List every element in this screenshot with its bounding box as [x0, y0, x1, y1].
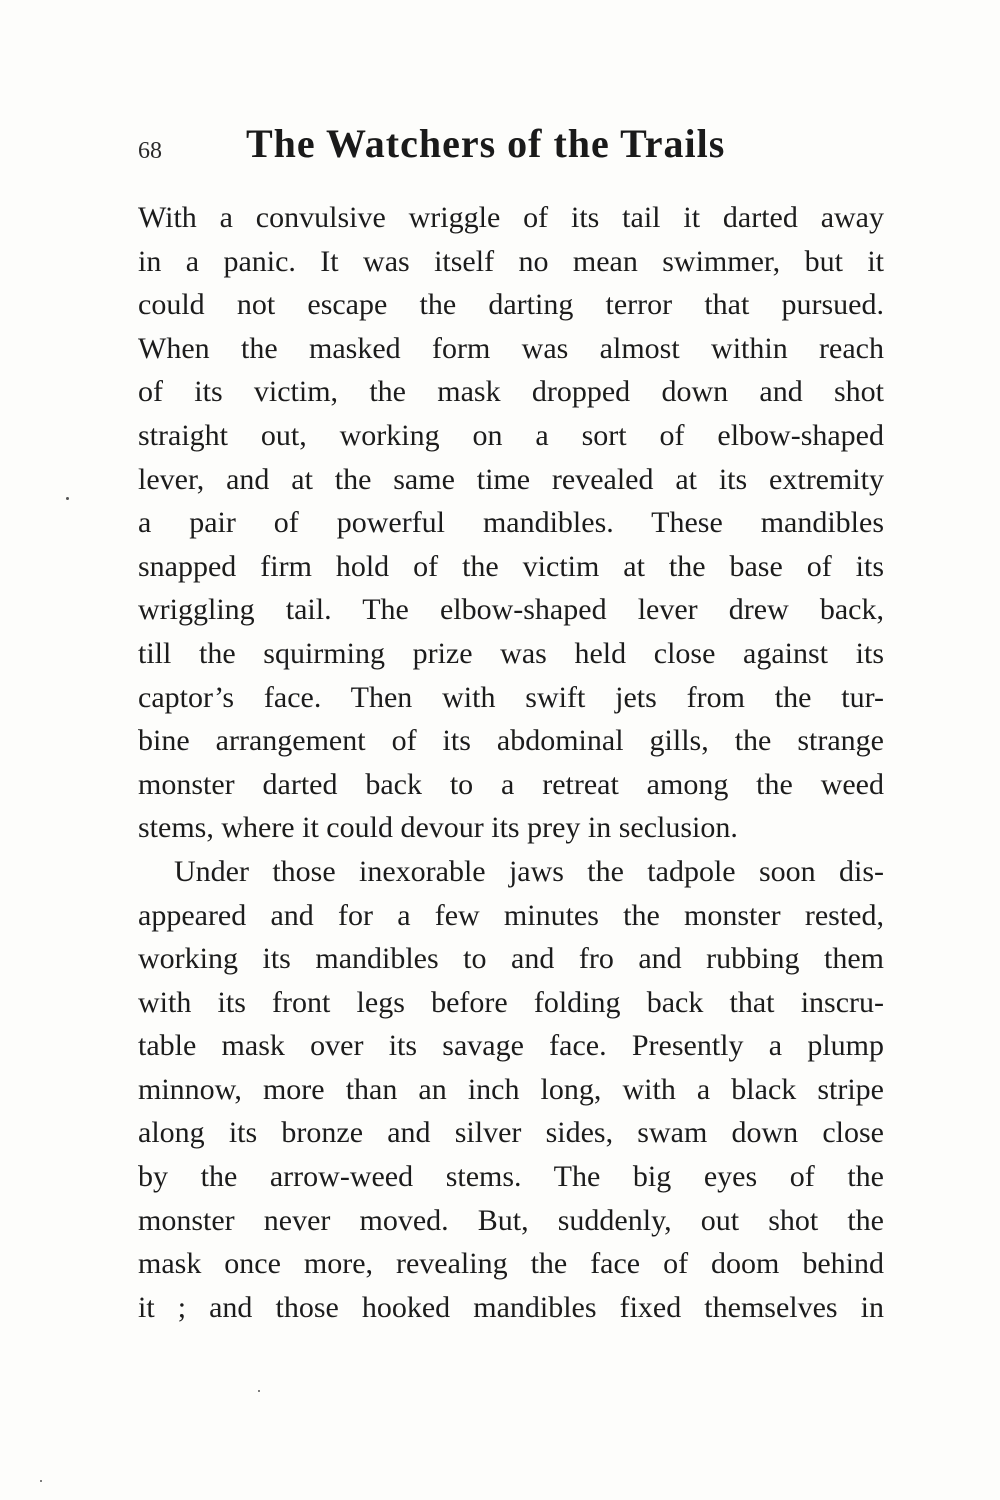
text-line: till the squirming prize was held close against its	[138, 636, 884, 670]
text-line: monster never moved. But, suddenly, out shot the	[138, 1203, 884, 1237]
text-line: Under those inexorable jaws the tadpole soon dis-	[174, 854, 884, 888]
text-line: table mask over its savage face. Presently a plump	[138, 1029, 884, 1063]
text-line: straight out, working on a sort of elbow-shaped	[138, 418, 884, 452]
text-line: it ; and those hooked mandibles fixed themselves in	[138, 1290, 884, 1324]
text-line: of its victim, the mask dropped down and shot	[138, 375, 884, 409]
paper-speck	[40, 1480, 42, 1482]
text-line: in a panic. It was itself no mean swimmer, but it	[138, 244, 884, 278]
text-line: could not escape the darting terror that pursued.	[138, 288, 884, 322]
body-text	[138, 196, 884, 1329]
text-line: lever, and at the same time revealed at its extremity	[138, 462, 884, 496]
text-line: monster darted back to a retreat among the weed	[138, 767, 884, 801]
text-line: working its mandibles to and fro and rubbing them	[138, 942, 884, 976]
running-title: The Watchers of the Trails	[246, 121, 726, 166]
text-line: a pair of powerful mandibles. These mandibles	[138, 506, 884, 540]
text-line: appeared and for a few minutes the monster rested,	[138, 898, 884, 932]
page-number: 68	[138, 138, 162, 164]
text-line: wriggling tail. The elbow-shaped lever drew back,	[138, 593, 884, 627]
text-line: captor’s face. Then with swift jets from the tur-	[138, 680, 884, 714]
text-line: bine arrangement of its abdominal gills, the strange	[138, 724, 884, 758]
running-head	[138, 120, 884, 170]
paper-speck	[258, 1390, 260, 1392]
text-line: With a convulsive wriggle of its tail it darted away	[138, 201, 884, 234]
text-line: snapped firm hold of the victim at the base of its	[138, 549, 884, 583]
text-line: by the arrow-weed stems. The big eyes of the	[138, 1160, 884, 1194]
text-line: When the masked form was almost within reach	[138, 331, 884, 365]
text-line: minnow, more than an inch long, with a black stripe	[138, 1072, 884, 1106]
text-line: along its bronze and silver sides, swam down close	[138, 1116, 884, 1150]
text-line: stems, where it could devour its prey in seclusion.	[138, 811, 738, 845]
text-line: mask once more, revealing the face of doom behind	[138, 1247, 884, 1281]
text-line: with its front legs before folding back that inscru-	[138, 985, 884, 1019]
paper-speck	[66, 497, 69, 500]
